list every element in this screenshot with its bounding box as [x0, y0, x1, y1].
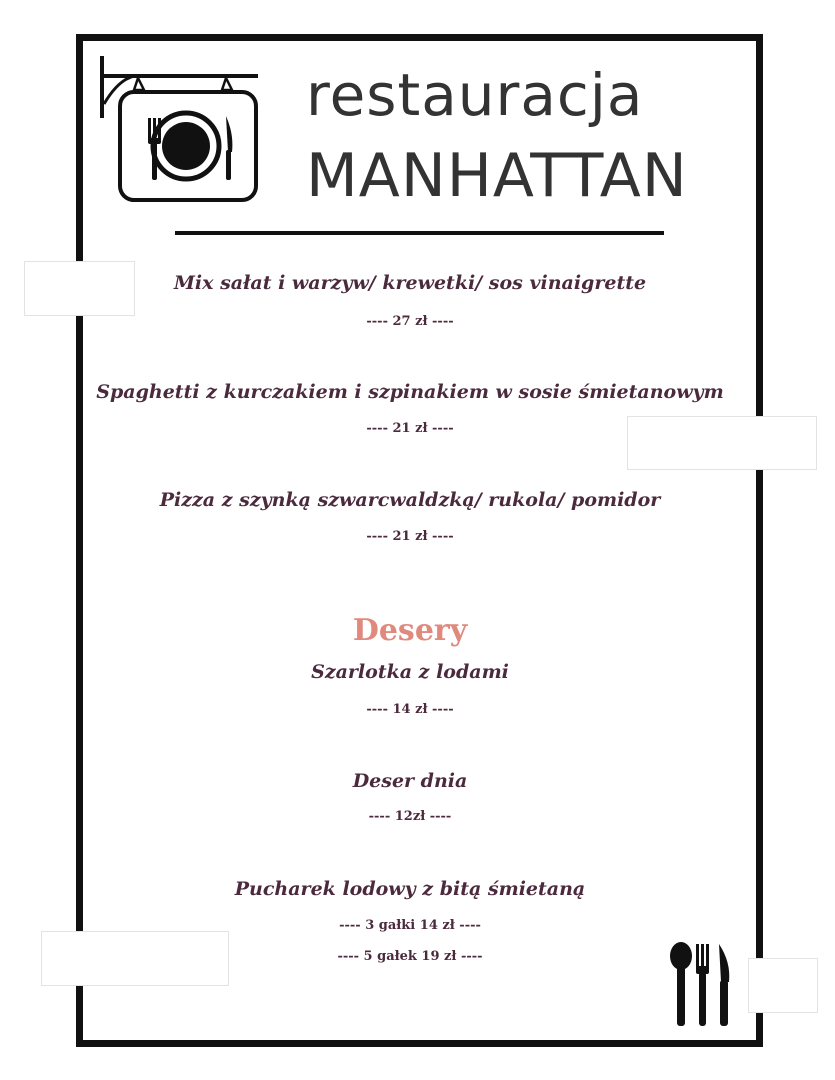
cutlery-icon [667, 942, 733, 1028]
menu-item-price: ---- 21 zł ---- [366, 529, 454, 544]
menu-item-price: ---- 5 gałek 19 zł ---- [337, 949, 483, 964]
header-divider [175, 231, 664, 235]
menu-item-price: ---- 14 zł ---- [366, 702, 454, 717]
menu-item-name: Mix sałat i warzyw/ krewetki/ sos vinaigrette [173, 272, 647, 294]
menu-item-name: Pucharek lodowy z bitą śmietaną [234, 878, 586, 900]
brand-name-line2: MANHATTAN [306, 141, 688, 211]
menu-item-price: ---- 27 zł ---- [366, 314, 454, 329]
menu-item-name: Pizza z szynką szwarcwaldzką/ rukola/ pomidor [159, 489, 661, 511]
section-title-desserts: Desery [352, 613, 468, 648]
menu-item-price: ---- 21 zł ---- [366, 421, 454, 436]
blank-patch [748, 958, 818, 1013]
menu-item-name: Szarlotka z lodami [311, 661, 509, 683]
brand-name-line1: restauracja [306, 61, 644, 129]
restaurant-sign-icon [98, 56, 260, 206]
menu-item-price: ---- 12zł ---- [368, 809, 452, 824]
menu-item-name: Spaghetti z kurczakiem i szpinakiem w sosie śmietanowym [96, 381, 724, 403]
menu-item-name: Deser dnia [352, 770, 468, 792]
menu-item-price: ---- 3 gałki 14 zł ---- [339, 918, 481, 933]
